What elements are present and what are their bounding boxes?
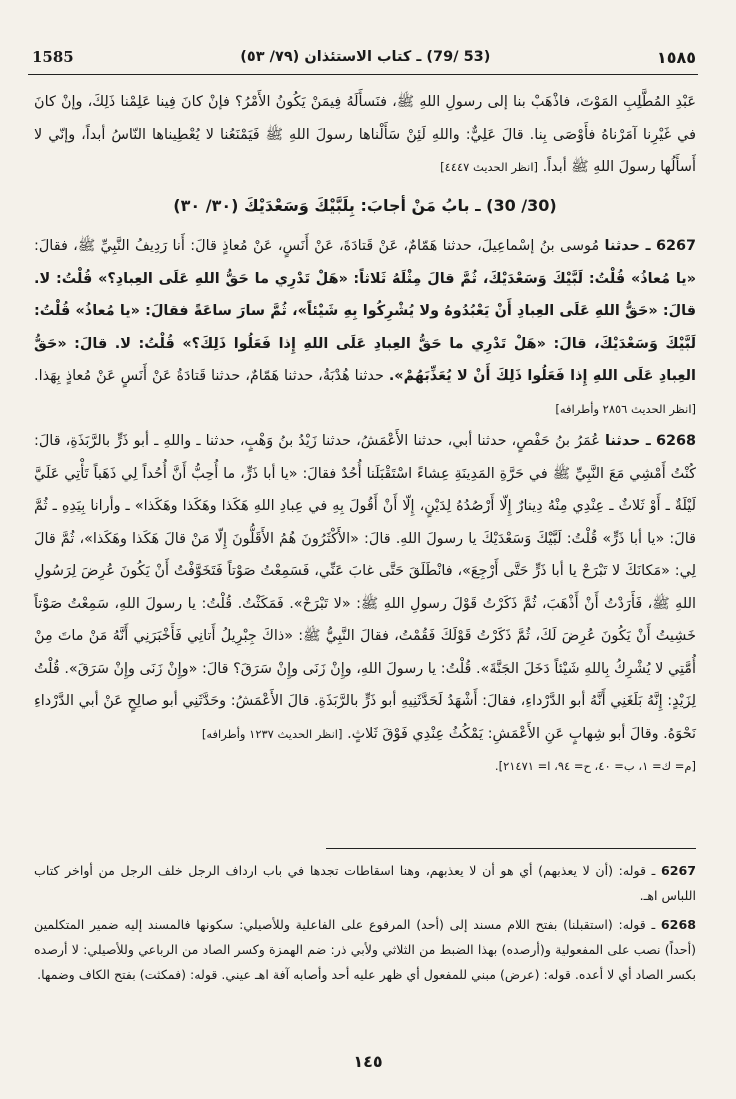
header-rule	[28, 74, 698, 75]
footnote-6268	[34, 912, 696, 987]
continuation-text: عَبْدِ المُطَّلِبِ المَوْتَ، فاذْهَبْ بنا إلى رسولِ اللهِ ﷺ، فنَسأَلَهُ فِيمَنْ يَكُونُ الأَمْرُ؟ فإنْ كانَ فِينا عَلِمْنا ذَلِكَ، وإنْ كانَ في غَيْرِنا آمَرْناهُ فأَوْصَى بِنا. قالَ عَلِيٌّ: واللهِ لَئِنْ سَأَلْناها رسولَ اللهِ ﷺ فَيَمْنَعُنا لا يُعْطِيناها النّاسُ أبداً، وإنّي لا أَسأَلُها رسولَ اللهِ ﷺ أبداً.	[34, 94, 696, 175]
hadith-number: 6267	[655, 238, 697, 254]
footnote-6267	[34, 858, 696, 908]
footnote-number: 6267	[660, 863, 696, 878]
footnote-text: ـ قوله: (أن لا يعذبهم) أي هو أن لا يعذبهم، وهنا اسقاطات تجدها في باب ارداف الرجل خلف الرجل من أواخر كتاب اللباس اهـ.	[34, 863, 696, 903]
cross-reference: [انظر الحديث ٤٤٤٧]	[440, 160, 538, 174]
hadith-6267	[34, 230, 696, 425]
hadith-second-chain: حدثنا هُدْبَةُ، حدثنا هَمّامٌ، حدثنا قَتادَةُ عَنْ أَنَسٍ عَنْ مُعاذٍ بِهَذا.	[34, 368, 384, 384]
cross-reference: [انظر الحديث ٢٨٥٦ وأطرافه]	[555, 401, 696, 416]
footnote-number: 6268	[660, 917, 696, 932]
chapter-heading: (30/ 30) ـ بابُ مَنْ أجابَ: بِلَبَّيْكَ وَسَعْدَيْكَ (٣٠/ ٣٠)	[173, 195, 557, 215]
page-number-latin: 1585	[32, 48, 74, 66]
hadith-6268	[34, 425, 696, 783]
page-number-arabic: ١٥٨٥	[656, 47, 696, 67]
hadith-number: 6268	[655, 433, 696, 449]
footer-page-number: ١٤٥	[353, 1052, 383, 1071]
hadith-chain: مُوسى بنُ إسْماعِيلَ، حدثنا هَمّامٌ، عَنْ قَتادَةَ، عَنْ أَنَسٍ، عَنْ مُعاذٍ قالَ: أَنا رَدِيفُ النَّبِيِّ ﷺ، فقالَ:	[34, 238, 600, 254]
hadith-lead: ـ حدثنا	[605, 433, 651, 449]
main-text	[34, 86, 696, 783]
footnotes	[34, 858, 696, 991]
footnote-text: ـ قوله: (استقبلنا) بفتح اللام مسند إلى (أحد) المرفوع على الفاعلية وللأصيلي: سكونها فالمسند إليه ضمير المتكلمين (أحداً) نصب على المفعولية و(أرصده) بهذا الضبط من الثلاثي ولأبي ذر: ضم الهمزة وكسر الصاد من الرباعي وللأصيلي: لا أرصده بكسر الصاد أي لا أعده. قوله: (عرض) مبني للمفعول أي ظهر عليه أحد وأصابه آفة اهـ عيني. قوله: (فمكثت) بفتح الكاف وضمها.	[34, 917, 696, 982]
footnote-separator	[326, 848, 696, 849]
edition-sigla: [م= ك= ١، ب= ٤٠، ح= ٩٤، ا= ٢١٤٧١].	[494, 759, 696, 773]
running-title: (53 /79) ـ كتاب الاستئذان (٧٩/ ٥٣)	[240, 49, 491, 65]
hadith-lead: ـ حدثنا	[604, 238, 651, 254]
hadith-text: عُمَرُ بنُ حَفْصٍ، حدثنا أبي، حدثنا الأَعْمَشُ، حدثنا زَيْدُ بنُ وَهْبٍ، حدثنا ـ واللهِ ـ أبو ذَرٍّ بالرَّبَذَةِ، قالَ: كُنْتُ أَمْشِي مَعَ النَّبِيِّ ﷺ في حَرَّةِ المَدِينَةِ عِشاءً اسْتَقْبَلَنا أُحُدٌ فقالَ: «يا أبا ذَرٍّ، ما أُحِبُّ أَنَّ أُحُداً لِي ذَهَباً تَأْتِي عَلَيَّ لَيْلَةٌ ـ أَوْ ثَلاثٌ ـ عِنْدِي مِنْهُ دِينارٌ إِلّا أَرْصُدُهُ لِدَيْنٍ، إِلّا أَنْ أَقُولَ بِهِ في عِبادِ اللهِ هَكَذا وهَكَذا وهَكَذا» ـ وأرانا بِيَدِهِ ـ ثُمَّ قالَ: «يا أبا ذَرٍّ» قُلْتُ: لَبَّيْكَ وَسَعْدَيْكَ يا رسولَ اللهِ. قالَ: «الأَكْثَرُونَ هُمُ الأَقَلُّونَ إِلّا مَنْ قالَ هَكَذا وهَكَذا»، ثُمَّ قالَ لِي: «مَكانَكَ لا تَبْرَحْ يا أبا ذَرٍّ حَتَّى أَرْجِعَ»، فانْطَلَقَ حَتَّى غابَ عَنِّي، فَسَمِعْتُ صَوْتاً فَتَخَوَّفْتُ أَنْ يَكُونَ عُرِضَ لِرَسُولِ اللهِ ﷺ، فَأَرَدْتُ أَنْ أَذْهَبَ، ثُمَّ ذَكَرْتُ قَوْلَ رسولِ اللهِ ﷺ: «لا تَبْرَحْ». فَمَكَثْتُ. قُلْتُ: يا رسولَ اللهِ، سَمِعْتُ صَوْتاً خَشِيتُ أَنْ يَكُونَ عُرِضَ لَكَ، ثُمَّ ذَكَرْتُ قَوْلَكَ فَقُمْتُ، فقالَ النَّبِيُّ ﷺ: «ذاكَ جِبْرِيلُ أَتانِي فَأَخْبَرَنِي أَنَّهُ مَنْ ماتَ مِنْ أُمَّتِي لا يُشْرِكُ بِاللهِ شَيْئاً دَخَلَ الجَنَّةَ». قُلْتُ: يا رسولَ اللهِ، وإِنْ زَنَى وإِنْ سَرَقَ؟ قالَ: «وإِنْ زَنَى وإِنْ سَرَقَ». قُلْتُ لِزَيْدٍ: إِنَّهُ بَلَغَنِي أَنَّهُ أبو الدَّرْداءِ، فقالَ: أَشْهَدُ لَحَدَّثَنِيهِ أبو ذَرٍّ بالرَّبَذَةِ. قالَ الأَعْمَشُ: وحَدَّثَنِي أبو صالِحٍ عَنْ أبي الدَّرْداءِ نَحْوَهُ. وقالَ أبو شِهابٍ عَنِ الأَعْمَشِ: يَمْكُثُ عِنْدِي فَوْقَ ثَلاثٍ.	[34, 433, 696, 742]
hadith-speech: «يا مُعاذُ» قُلْتُ: لَبَّيْكَ وَسَعْدَيْكَ، ثُمَّ قالَ مِثْلَهُ ثَلاثاً:	[353, 270, 696, 287]
hadith-matn: «هَلْ تَدْرِي ما حَقُّ اللهِ عَلَى العِبادِ؟» قُلْتُ: لا. قالَ: «حَقُّ اللهِ عَلَى العِبادِ أَنْ يَعْبُدُوهُ ولا يُشْرِكُوا بِهِ شَيْئاً»، ثُمَّ سارَ ساعَةً فقالَ: «يا مُعاذُ» قُلْتُ: لَبَّيْكَ وَسَعْدَيْكَ، قالَ: «هَلْ تَدْرِي ما حَقُّ العِبادِ عَلَى اللهِ إِذا فَعَلُوا ذَلِكَ؟» قُلْتُ: لا. قالَ: «حَقُّ العِبادِ عَلَى اللهِ إِذا فَعَلُوا ذَلِكَ أَنْ لا يُعَذِّبَهُمْ».	[34, 270, 696, 384]
page-header	[32, 42, 696, 72]
cross-reference: [انظر الحديث ١٢٣٧ وأطرافه]	[201, 726, 343, 741]
paragraph-continuation	[34, 86, 696, 184]
